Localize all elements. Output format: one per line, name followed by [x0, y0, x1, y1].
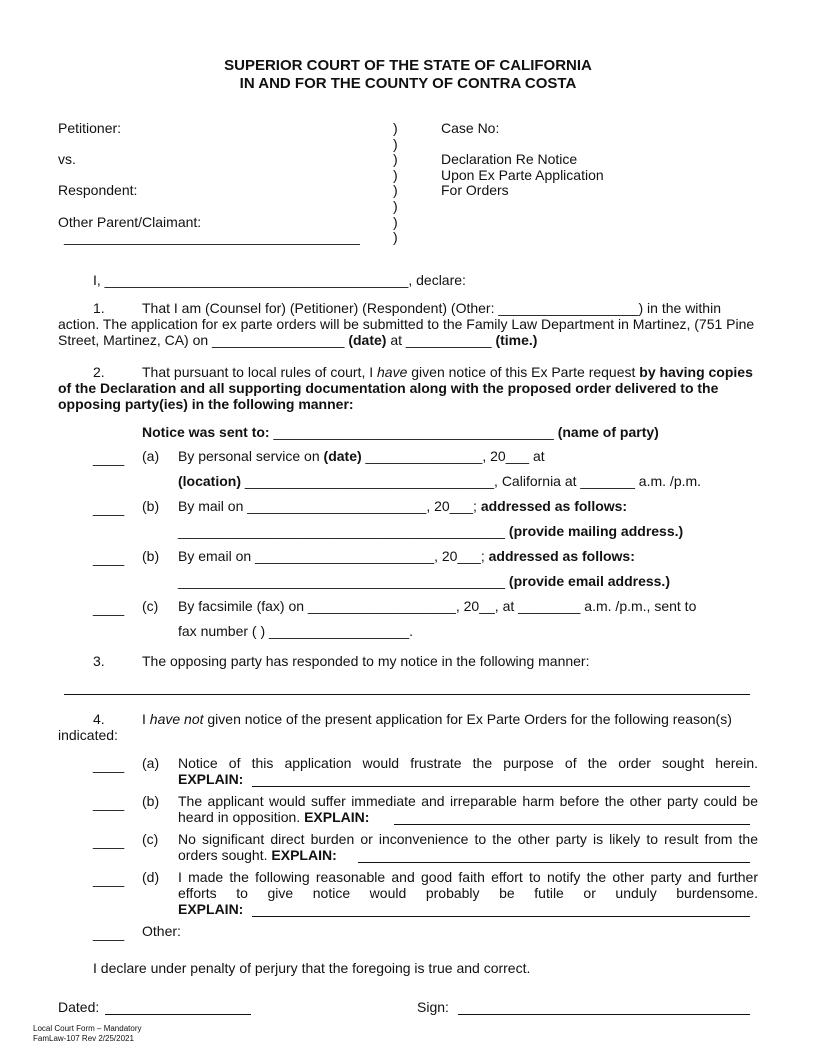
vs-label: vs. — [58, 151, 76, 167]
para-2-line-1 — [142, 364, 753, 380]
para-2-line-2: of the Declaration and all supporting documentation along with the proposed order delivered to the — [58, 380, 719, 396]
para-4-text: I — [142, 711, 150, 727]
notice-sent-to-line — [142, 424, 659, 440]
caption-paren: ) — [393, 167, 398, 183]
mail-date-field[interactable]: By mail on _______________________, 20___; — [178, 498, 481, 514]
reason-d-explain-field[interactable] — [252, 916, 750, 917]
time-label: (time.) — [495, 332, 538, 348]
email-address-field[interactable]: __________________________________________ — [178, 573, 509, 589]
date-label: (date) — [323, 448, 362, 464]
reason-a-checkbox[interactable]: ____ — [93, 757, 125, 773]
method-b-mail-line-2 — [178, 523, 683, 539]
date-label: (date) — [348, 332, 387, 348]
petitioner-label: Petitioner: — [58, 120, 122, 136]
reason-a-explain-field[interactable] — [252, 786, 750, 787]
para-4-line-2: indicated: — [58, 727, 118, 743]
declarant-line — [93, 272, 466, 288]
caption-paren: ) — [393, 198, 398, 214]
reason-c-letter: (c) — [142, 831, 159, 847]
have-not-emphasis: have not — [149, 711, 204, 727]
para-1-number: 1. — [93, 300, 105, 316]
method-a-location-field[interactable]: ________________________________, California at _______ a.m. /p.m. — [241, 473, 702, 489]
hearing-date-text: Street, Martinez, CA) on _________________ — [58, 332, 349, 348]
court-title-line-2: IN AND FOR THE COUNTY OF CONTRA COSTA — [239, 75, 577, 92]
para-1-line-3 — [58, 332, 537, 348]
reason-b-line-2 — [178, 809, 369, 825]
method-b-email-line-2 — [178, 573, 670, 589]
reason-a-explain-label: EXPLAIN: — [178, 771, 244, 787]
method-a-checkbox[interactable]: ____ — [93, 450, 125, 466]
signature-field[interactable] — [458, 1014, 750, 1015]
method-a-date-field[interactable]: _______________, 20___ at — [361, 448, 545, 464]
para-2-text: given notice of this Ex Parte request — [407, 364, 640, 380]
reason-d-explain-label: EXPLAIN: — [178, 901, 244, 917]
caption-paren: ) — [393, 214, 398, 230]
reason-b-explain-field[interactable] — [394, 824, 750, 825]
response-field-line[interactable] — [64, 694, 750, 695]
hearing-time-text: at ___________ — [386, 332, 496, 348]
method-c-fax-line-2[interactable]: fax number ( ) __________________. — [178, 623, 414, 639]
caption-paren: ) — [393, 182, 398, 198]
email-date-field[interactable]: By email on _______________________, 20___; — [178, 548, 489, 564]
para-4-number: 4. — [93, 711, 105, 727]
reason-b-text: heard in opposition. — [178, 809, 301, 825]
para-2-number: 2. — [93, 364, 105, 380]
doc-title-line-3: For Orders — [441, 182, 509, 198]
reason-b-letter: (b) — [142, 793, 160, 809]
para-3-number: 3. — [93, 653, 105, 669]
declarant-prefix: I, — [93, 272, 105, 288]
declarant-name-field[interactable]: _______________________________________ — [104, 272, 409, 288]
doc-title-line-1: Declaration Re Notice — [441, 151, 578, 167]
dated-field[interactable] — [105, 1014, 251, 1015]
respondent-label: Respondent: — [58, 182, 138, 198]
reason-c-explain-label: EXPLAIN: — [271, 847, 337, 863]
method-c-fax-line-1[interactable]: By facsimile (fax) on ___________________, 20__, at ________ a.m. /p.m., sent to — [178, 598, 697, 614]
addressed-as-follows-label: addressed as follows: — [480, 498, 628, 514]
notice-party-field[interactable]: ____________________________________ — [269, 424, 558, 440]
method-b-email-line-1 — [178, 548, 635, 564]
caption-underline: ______________________________________ — [64, 229, 360, 245]
case-no-label: Case No: — [441, 120, 500, 136]
method-b-mail-letter: (b) — [142, 498, 160, 514]
reason-b-explain-label: EXPLAIN: — [304, 809, 370, 825]
para-1-line-2: action. The application for ex parte orders will be submitted to the Family Law Department in Martinez, (751 Pine — [58, 316, 755, 332]
location-label: (location) — [178, 473, 241, 489]
court-title-line-1: SUPERIOR COURT OF THE STATE OF CALIFORNIA — [224, 57, 592, 74]
caption-paren: ) — [393, 151, 398, 167]
reason-d-checkbox[interactable]: ____ — [93, 871, 125, 887]
provide-mailing-address-label: (provide mailing address.) — [508, 523, 684, 539]
para-1-line-1: That I am (Counsel for) (Petitioner) (Respondent) (Other: __________________) in the within — [142, 300, 721, 316]
name-of-party-label: (name of party) — [557, 424, 659, 440]
method-c-fax-letter: (c) — [142, 598, 159, 614]
reason-other-label: Other: — [142, 923, 181, 939]
footer-form-number: FamLaw-107 Rev 2/25/2021 — [33, 1034, 134, 1043]
para-2-line-3: opposing party(ies) in the following manner: — [58, 396, 354, 412]
footer-form-type: Local Court Form – Mandatory — [33, 1024, 142, 1033]
caption-paren: ) — [393, 136, 398, 152]
reason-other-checkbox[interactable]: ____ — [93, 925, 125, 941]
caption-paren: ) — [393, 120, 398, 136]
method-b-email-checkbox[interactable]: ____ — [93, 550, 125, 566]
other-parent-label: Other Parent/Claimant: — [58, 214, 202, 230]
para-2-text: That pursuant to local rules of court, I — [142, 364, 378, 380]
reason-d-line-2: efforts to give notice would probably be futile or unduly burdensome. — [178, 885, 758, 901]
sign-label: Sign: — [417, 999, 449, 1015]
mailing-address-field[interactable]: __________________________________________ — [178, 523, 509, 539]
notice-sent-to-label: Notice was sent to: — [142, 424, 270, 440]
reason-c-explain-field[interactable] — [358, 862, 750, 863]
reason-b-checkbox[interactable]: ____ — [93, 795, 125, 811]
perjury-declaration: I declare under penalty of perjury that the foregoing is true and correct. — [93, 960, 531, 976]
reason-d-line-1: I made the following reasonable and good faith effort to notify the other party and further — [178, 869, 758, 885]
method-b-mail-line-1 — [178, 498, 627, 514]
method-a-letter: (a) — [142, 448, 160, 464]
reason-b-line-1: The applicant would suffer immediate and irreparable harm before the other party could be — [178, 793, 758, 809]
doc-title-line-2: Upon Ex Parte Application — [441, 167, 604, 183]
declare-suffix: , declare: — [408, 272, 466, 288]
reason-c-line-1: No significant direct burden or inconvenience to the other party is likely to result from the — [178, 831, 758, 847]
reason-a-line-1: Notice of this application would frustrate the purpose of the order sought herein. — [178, 755, 758, 771]
reason-a-letter: (a) — [142, 755, 160, 771]
provide-email-address-label: (provide email address.) — [508, 573, 670, 589]
method-c-fax-checkbox[interactable]: ____ — [93, 600, 125, 616]
reason-d-letter: (d) — [142, 869, 160, 885]
caption-paren: ) — [393, 229, 398, 245]
reason-c-text: orders sought. — [178, 847, 268, 863]
reason-c-line-2 — [178, 847, 337, 863]
para-4-line-1 — [142, 711, 732, 727]
method-b-mail-checkbox[interactable]: ____ — [93, 500, 125, 516]
para-4-text: given notice of the present application for Ex Parte Orders for the following reason(s) — [203, 711, 732, 727]
method-a-text: By personal service on — [178, 448, 324, 464]
method-a-line-1 — [178, 448, 545, 464]
addressed-as-follows-label: addressed as follows: — [488, 548, 635, 564]
reason-c-checkbox[interactable]: ____ — [93, 833, 125, 849]
dated-label: Dated: — [58, 999, 100, 1015]
have-emphasis: have — [377, 364, 408, 380]
method-b-email-letter: (b) — [142, 548, 160, 564]
para-2-bold-text: by having copies — [639, 364, 753, 380]
para-3-text: The opposing party has responded to my notice in the following manner: — [142, 653, 590, 669]
method-a-line-2 — [178, 473, 701, 489]
